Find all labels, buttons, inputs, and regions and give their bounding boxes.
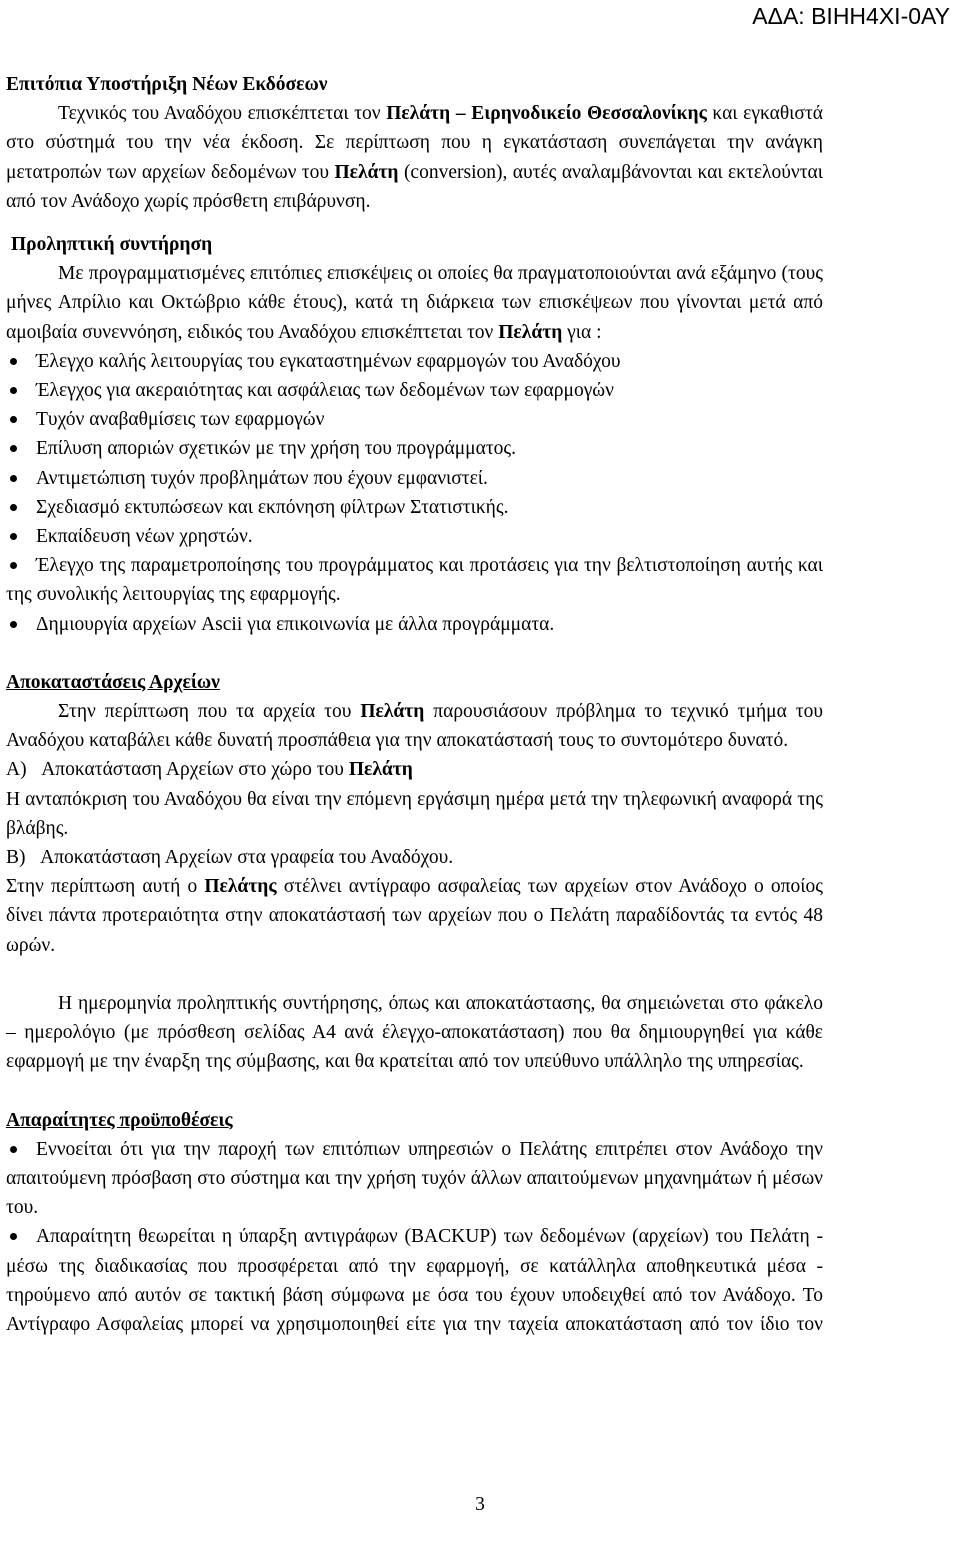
list-item: Δημιουργία αρχείων Ascii για επικοινωνία με άλλα προγράμματα. bbox=[6, 610, 823, 639]
list-item: Έλεγχο καλής λειτουργίας του εγκαταστημένων εφαρμογών του Αναδόχου bbox=[6, 347, 823, 376]
bullet-icon bbox=[10, 621, 17, 628]
list-item: Τυχόν αναβαθμίσεις των εφαρμογών bbox=[6, 405, 823, 434]
ada-code: ΑΔΑ: ΒΙΗΗ4ΧΙ-0ΑΥ bbox=[752, 3, 950, 29]
option-b-title: Β) Αποκατάσταση Αρχείων στα γραφεία του Αναδόχου. bbox=[6, 847, 454, 869]
heading-preventive-maintenance: Προληπτική συντήρηση bbox=[11, 234, 213, 256]
list-item: Έλεγχος για ακεραιότητας και ασφάλειας των δεδομένων των εφαρμογών bbox=[6, 376, 823, 405]
bullet-icon bbox=[10, 358, 17, 365]
list-item: Εκπαίδευση νέων χρηστών. bbox=[6, 522, 823, 551]
document-body bbox=[6, 70, 823, 1339]
bullet-icon bbox=[10, 1146, 17, 1153]
paragraph-maintenance-log: Η ημερομηνία προληπτικής συντήρησης, όπως και αποκατάστασης, θα σημειώνεται στο φάκελο – ημερολόγιο (με πρόσθεση σελίδας Α4 ανά έλεγχο-αποκατάσταση) που θα δημιουργηθεί για κάθε εφαρμογή με την έναρξη της σύμβασης, και θα κρατείται από τον υπεύθυνο υπάλληλο της υπηρεσίας. bbox=[6, 992, 823, 1073]
bullet-icon bbox=[10, 504, 17, 511]
bullet-icon bbox=[10, 416, 17, 423]
page-number: 3 bbox=[475, 1494, 485, 1515]
bullet-icon bbox=[10, 562, 17, 569]
list-item: Επίλυση αποριών σχετικών με την χρήση του προγράμματος. bbox=[6, 434, 823, 463]
paragraph-preventive-maintenance: Με προγραμματισμένες επιτόπιες επισκέψεις οι οποίες θα πραγματοποιούνται ανά εξάμηνο (τους μήνες Απρίλιο και Οκτώβριο κάθε έτους), κατά τη διάρκεια των επισκέψεων που γίνονται μετά από αμοιβαία συνεννόηση, ειδικός του Αναδόχου επισκέπτεται τον Πελάτη για : bbox=[6, 263, 823, 343]
bullet-icon bbox=[10, 475, 17, 482]
paragraph-file-restoration: Στην περίπτωση που τα αρχεία του Πελάτη παρουσιάσουν πρόβλημα το τεχνικό τμήμα του Αναδόχου καταβάλει κάθε δυνατή προσπάθεια για την αποκατάστασή τους το συντομότερο δυνατό. bbox=[6, 701, 823, 752]
heading-file-restoration: Αποκαταστάσεις Αρχείων bbox=[6, 671, 220, 693]
option-a-title: Α) Αποκατάσταση Αρχείων στο χώρο του Πελάτη bbox=[6, 759, 413, 781]
option-a-description: Η ανταπόκριση του Αναδόχου θα είναι την επόμενη εργάσιμη ημέρα μετά την τηλεφωνική αναφορά της βλάβης. bbox=[6, 788, 823, 839]
prerequisites-list bbox=[6, 1135, 823, 1339]
bullet-icon bbox=[10, 1233, 17, 1240]
bullet-icon bbox=[10, 533, 17, 540]
paragraph-onsite-support: Τεχνικός του Αναδόχου επισκέπτεται τον Πελάτη – Ειρηνοδικείο Θεσσαλονίκης και εγκαθιστά στο σύστημά του την νέα έκδοση. Σε περίπτωση που η εγκατάσταση συνεπάγεται την ανάγκη μετατροπών των αρχείων δεδομένων του Πελάτη (conversion), αυτές αναλαμβάνονται και εκτελούνται από τον Ανάδοχο χωρίς πρόσθετη επιβάρυνση. bbox=[6, 103, 824, 212]
bullet-icon bbox=[10, 445, 17, 452]
maintenance-list bbox=[6, 347, 823, 639]
heading-onsite-support: Επιτόπια Υποστήριξη Νέων Εκδόσεων bbox=[6, 74, 328, 95]
heading-prerequisites: Απαραίτητες προϋποθέσεις bbox=[6, 1109, 233, 1131]
list-item: Αντιμετώπιση τυχόν προβλημάτων που έχουν εμφανιστεί. bbox=[6, 464, 823, 493]
list-item: Εννοείται ότι για την παροχή των επιτόπιων υπηρεσιών ο Πελάτης επιτρέπει στον Ανάδοχο την απαιτούμενη πρόσβαση στο σύστημα και την χρήση τυχόν άλλων απαιτούμενων μηχανημάτων ή μέσων του. bbox=[6, 1138, 823, 1219]
bullet-icon bbox=[10, 387, 17, 394]
list-item: Έλεγχο της παραμετροποίησης του προγράμματος και προτάσεις για την βελτιστοποίηση αυτής και της συνολικής λειτουργίας της εφαρμογής. bbox=[6, 555, 823, 606]
list-item: Σχεδιασμό εκτυπώσεων και εκπόνηση φίλτρων Στατιστικής. bbox=[6, 493, 823, 522]
list-item: Απαραίτητη θεωρείται η ύπαρξη αντιγράφων (BACKUP) των δεδομένων (αρχείων) του Πελάτη - μέσω της διαδικασίας που προσφέρεται από την εφαρμογή, σε κατάλληλα αποθηκευτικά μέσα - τηρούμενο από αυτόν σε τακτική βάση σύμφωνα με όσα του έχουν υποδειχθεί από τον Ανάδοχο. Το Αντίγραφο Ασφαλείας μπορεί να χρησιμοποιηθεί είτε για την ταχεία αποκατάσταση από τον ίδιο τον bbox=[6, 1226, 823, 1335]
option-b-description: Στην περίπτωση αυτή ο Πελάτης στέλνει αντίγραφο ασφαλείας των αρχείων στον Ανάδοχο ο οποίος δίνει πάντα προτεραιότητα στην αποκατάστασή των αρχείων που ο Πελάτη παραδίδοντάς τα εντός 48 ωρών. bbox=[6, 876, 823, 956]
